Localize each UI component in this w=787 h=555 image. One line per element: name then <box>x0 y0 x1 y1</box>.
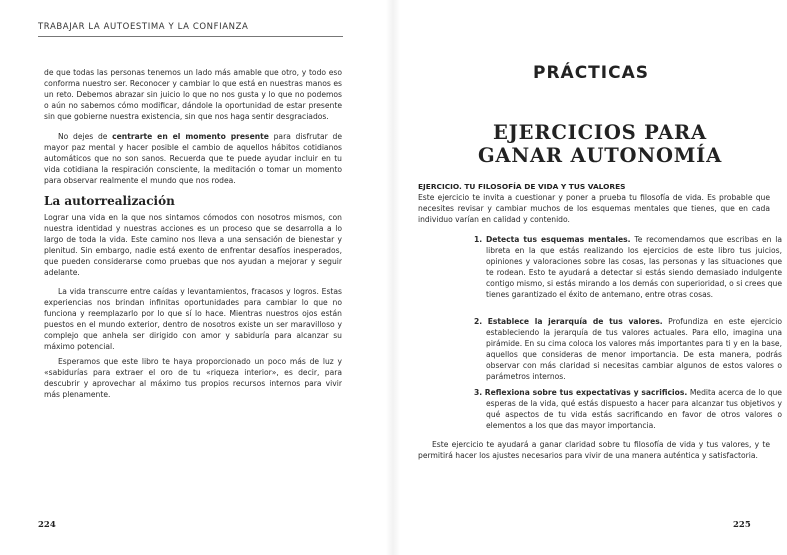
step-2-number: 2. <box>474 317 483 326</box>
exercise-step-2 <box>474 316 782 382</box>
paragraph-5: Esperamos que este libro te haya proporcionado un poco más de luz y «sabidurías para extraer el oro de tu «riqueza interior», es decir, para descubrir y aprovechar al máximo tus propios recursos internos para vivir más plenamente. <box>44 357 342 399</box>
step-3-number: 3. <box>474 388 483 397</box>
paragraph-2 <box>44 131 342 186</box>
exercise-intro: Este ejercicio te invita a cuestionar y poner a prueba tu filosofía de vida. Es probable que necesites revisar y cambiar muchos de los esquemas mentales que tienes, que en cada individuo varían en calidad y contenido. <box>418 193 770 224</box>
step-1-title: Detecta tus esquemas mentales. <box>485 235 631 244</box>
section-kicker: PRÁCTICAS <box>533 63 649 83</box>
step-3-title: Reflexiona sobre tus expectativas y sacrificios. <box>484 388 688 397</box>
running-head: TRABAJAR LA AUTOESTIMA Y LA CONFIANZA <box>38 22 249 32</box>
chapter-title-line-2: GANAR AUTONOMÍA <box>477 144 722 167</box>
chapter-title <box>470 121 730 167</box>
book-gutter <box>386 0 400 555</box>
step-1-number: 1. <box>474 235 483 244</box>
paragraph-2-text-b: para disfrutar de mayor paz mental y hacer posible el cambio de aquellos hábitos cotidianos automáticos que no son sanos. Recuerda que te puede ayudar incluir en tu vida cotidiana la respiración consciente, la meditación o tomar un momento para observar realmente el mundo que nos rodea. <box>44 132 342 185</box>
paragraph-2-emphasis: centrarte en el momento presente <box>112 132 269 141</box>
chapter-title-line-1: EJERCICIOS PARA <box>492 121 707 144</box>
exercise-step-3 <box>474 387 782 431</box>
exercise-heading: EJERCICIO. TU FILOSOFÍA DE VIDA Y TUS VALORES <box>418 182 626 191</box>
page-number-right: 225 <box>733 520 751 530</box>
paragraph-1: de que todas las personas tenemos un lado más amable que otro, y todo eso conforma nuestro ser. Reconocer y cambiar lo que está en nuestras manos es un reto. Debemos abrazar sin juicio lo que no nos gusta y lo que no podemos o aún no sabemos cómo modificar, dándole la oportunidad de estar presente sin que gobierne nuestra existencia, sin que nos haga sentir desgraciados. <box>44 68 342 121</box>
paragraph-3: Lograr una vida en la que nos sintamos cómodos con nosotros mismos, con nuestra identidad y nuestras acciones es un proceso que se desarrolla a lo largo de toda la vida. Este camino nos lleva a una sensación de bienestar y plenitud. Sin embargo, nadie está exento de enfrentar desafíos inesperados, que pueden considerarse como pruebas que nos ayudan a mejorar y seguir adelante. <box>44 213 342 277</box>
section-title: La autorrealización <box>44 194 175 208</box>
page-number-left: 224 <box>38 520 56 530</box>
exercise-closing: Este ejercicio te ayudará a ganar claridad sobre tu filosofía de vida y tus valores, y te permitirá hacer los ajustes necesarios para vivir de una manera auténtica y satisfactoria. <box>418 440 770 460</box>
paragraph-2-text-a: No dejes de <box>58 132 113 141</box>
exercise-step-1 <box>474 234 782 300</box>
paragraph-4: La vida transcurre entre caídas y levantamientos, fracasos y logros. Estas experiencias nos brindan infinitas oportunidades para cambiar lo que no funciona y reemplazarlo por lo que sí lo hace. Mientras nuestros ojos están puestos en el mundo exterior, dentro de nosotros existe un ser maravilloso y complejo que anhela ser dirigido con amor y sabiduría para alcanzar su máximo potencial. <box>44 287 342 351</box>
step-2-title: Establece la jerarquía de tus valores. <box>487 317 663 326</box>
step-1-text: Te recomendamos que escribas en la libreta en la que estás realizando los ejercicios de este libro tus juicios, opiniones y valoraciones sobre las cosas, las personas y las situaciones que te rodean. Esto te ayudará a detectar si estás siendo demasiado indulgente contigo mismo, si estás mirando a los demás con superioridad, o si crees que tienes garantizado el éxito de antemano, entre otras cosas. <box>486 235 783 299</box>
step-3-text: Medita acerca de lo que esperas de la vida, qué estás dispuesto a hacer para alcanzar tus objetivos y qué aspectos de tu vida estás sacrificando en favor de otros valores o elementos a los que das mayor importancia. <box>486 388 782 430</box>
header-rule <box>38 36 343 37</box>
step-2-text: Profundiza en este ejercicio estableciendo la jerarquía de tus valores actuales. Para ello, imagina una pirámide. En su cima coloca los valores más importantes para ti y en la base, aquellos que consideras de menor importancia. De esta manera, podrás observar con más claridad si necesitas cambiar algunos de estos valores o parámetros internos. <box>486 317 782 381</box>
